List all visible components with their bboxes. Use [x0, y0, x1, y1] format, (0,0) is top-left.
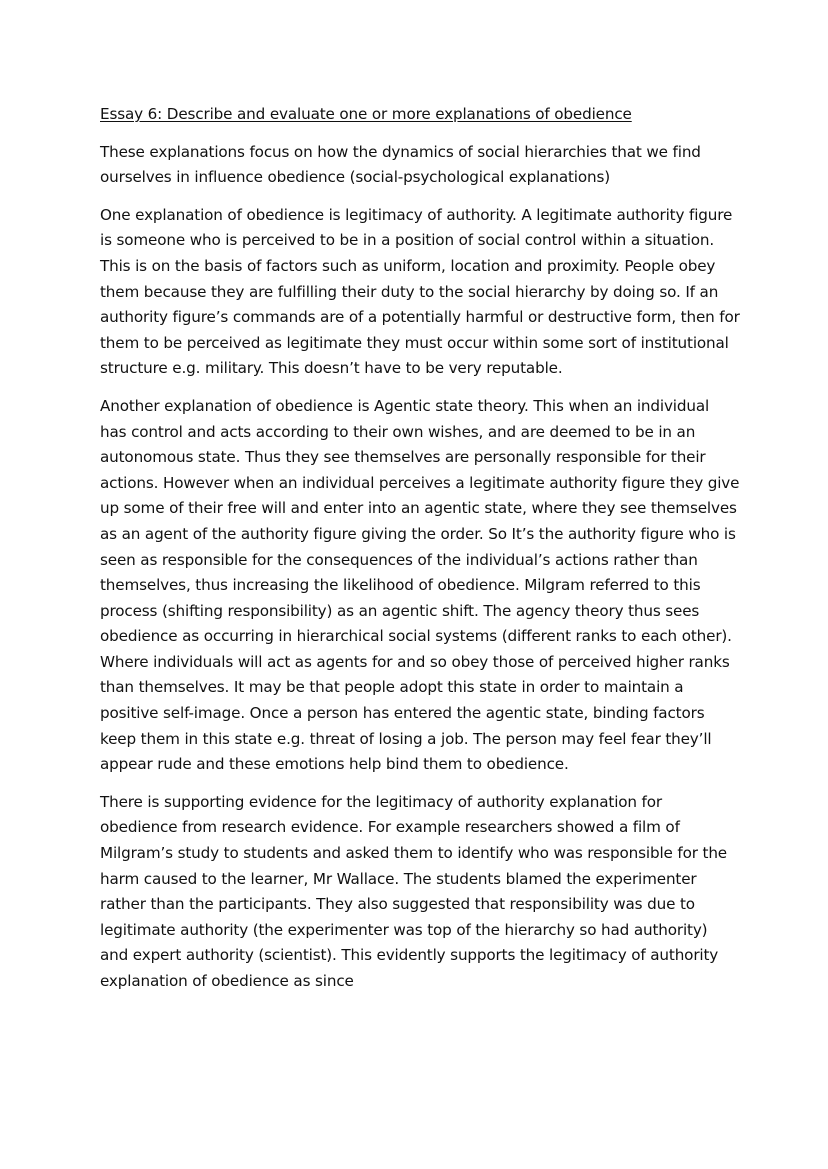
document-page	[100, 102, 740, 1007]
paragraph-agentic-state-theory: Another explanation of obedience is Agentic state theory. This when an individual has control and acts according to their own wishes, and are deemed to be in an autonomous state. Thus they see themselves are personally responsible for their actions. However when an individual perceives a legitimate authority figure they give up some of their free will and enter into an agentic state, where they see themselves as an agent of the authority figure giving the order. So It’s the authority figure who is seen as responsible for the consequences of the individual’s actions rather than themselves, thus increasing the likelihood of obedience. Milgram referred to this process (shifting responsibility) as an agentic shift. The agency theory thus sees obedience as occurring in hierarchical social systems (different ranks to each other). Where individuals will act as agents for and so obey those of perceived higher ranks than themselves. It may be that people adopt this state in order to maintain a positive self-image. Once a person has entered the agentic state, binding factors keep them in this state e.g. threat of losing a job. The person may feel fear they’ll appear rude and these emotions help bind them to obedience.	[100, 396, 740, 774]
paragraph-supporting-evidence: There is supporting evidence for the legitimacy of authority explanation for obedience from research evidence. For example researchers showed a film of Milgram’s study to students and asked them to identify who was responsible for the harm caused to the learner, Mr Wallace. The students blamed the experimenter rather than the participants. They also suggested that responsibility was due to legitimate authority (the experimenter was top of the hierarchy so had authority) and expert authority (scientist). This evidently supports the legitimacy of authority explanation of obedience as since	[100, 792, 727, 990]
essay-title: Essay 6: Describe and evaluate one or more explanations of obedience	[100, 105, 632, 123]
paragraph-legitimacy-of-authority: One explanation of obedience is legitimacy of authority. A legitimate authority figure is someone who is perceived to be in a position of social control within a situation. This is on the basis of factors such as uniform, location and proximity. People obey them because they are fulfilling their duty to the social hierarchy by doing so. If an authority figure’s commands are of a potentially harmful or destructive form, then for them to be perceived as legitimate they must occur within some sort of institutional structure e.g. military. This doesn’t have to be very reputable.	[100, 205, 740, 378]
paragraph-intro: These explanations focus on how the dynamics of social hierarchies that we find ourselves in influence obedience (social-psychological explanations)	[100, 142, 701, 187]
